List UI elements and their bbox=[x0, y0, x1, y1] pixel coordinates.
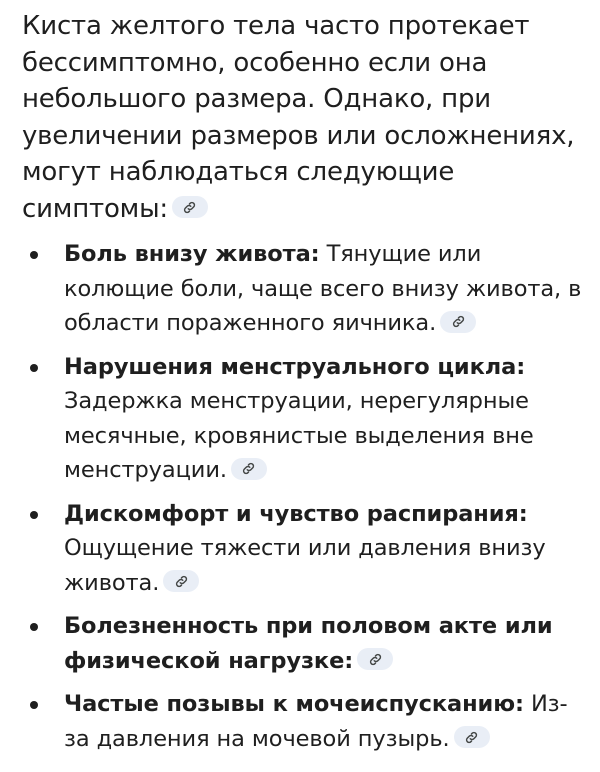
source-link-chip[interactable] bbox=[440, 311, 476, 333]
link-icon bbox=[464, 730, 479, 745]
link-icon bbox=[174, 574, 189, 589]
list-item bbox=[22, 609, 582, 678]
bullet-dot bbox=[30, 251, 38, 259]
symptom-description: Задержка менструации, нерегулярные месячные, кровянистые выделения вне менструации. bbox=[64, 388, 534, 483]
link-icon bbox=[182, 200, 197, 215]
link-icon bbox=[451, 314, 466, 329]
source-link-chip[interactable] bbox=[231, 458, 267, 480]
source-link-chip[interactable] bbox=[454, 726, 490, 748]
source-link-chip[interactable] bbox=[163, 570, 199, 592]
intro-text: Киста желтого тела часто протекает бессимптомно, особенно если она небольшого размера. Однако, при увеличении размеров или осложнениях, могут наблюдаться следующие симптомы: bbox=[22, 11, 575, 224]
link-icon bbox=[241, 461, 256, 476]
symptom-term: Дискомфорт и чувство распирания: bbox=[64, 500, 528, 527]
symptom-list bbox=[22, 237, 582, 756]
symptom-description: Ощущение тяжести или давления внизу живота. bbox=[64, 535, 546, 596]
source-link-chip[interactable] bbox=[172, 196, 208, 218]
symptom-term: Нарушения менструального цикла: bbox=[64, 353, 526, 380]
bullet-dot bbox=[30, 623, 38, 631]
symptom-term: Болезненность при половом акте или физической нагрузке: bbox=[64, 613, 553, 674]
list-item bbox=[22, 237, 582, 341]
link-icon bbox=[368, 652, 383, 667]
bullet-dot bbox=[30, 511, 38, 519]
list-item bbox=[22, 350, 582, 488]
intro-paragraph bbox=[22, 8, 582, 227]
symptom-description: Тянущие или колющие боли, чаще всего внизу живота, в области пораженного яичника. bbox=[64, 241, 582, 336]
source-link-chip[interactable] bbox=[357, 648, 393, 670]
symptom-term: Частые позывы к мочеиспусканию: bbox=[64, 691, 524, 717]
list-item bbox=[22, 497, 582, 601]
symptom-term: Боль внизу живота: bbox=[64, 241, 320, 267]
symptom-description: Из-за давления на мочевой пузырь. bbox=[64, 691, 568, 752]
list-item bbox=[22, 687, 582, 756]
bullet-dot bbox=[30, 364, 38, 372]
bullet-dot bbox=[30, 701, 38, 709]
